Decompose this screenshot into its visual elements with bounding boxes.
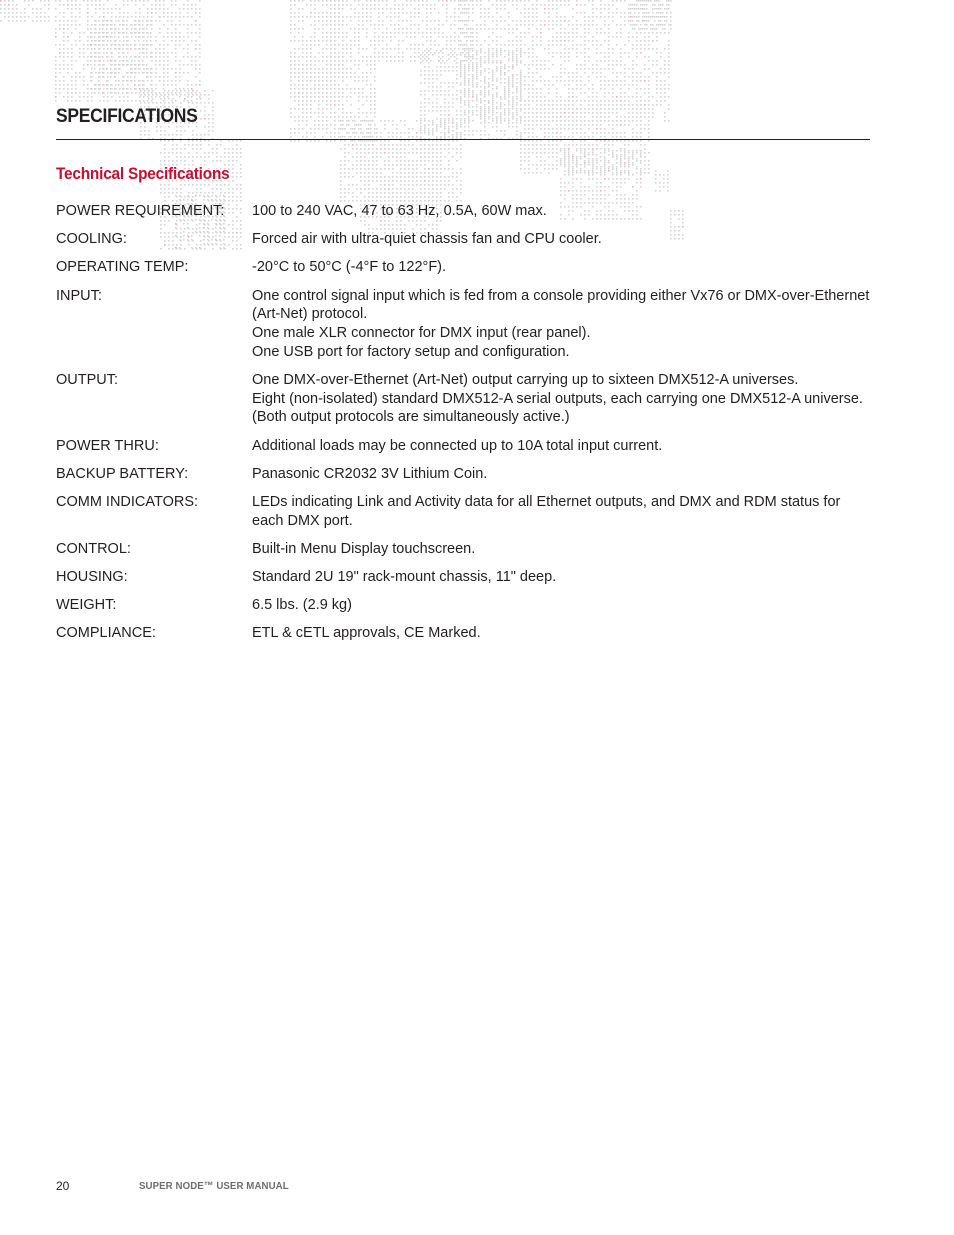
spec-value (252, 568, 870, 587)
section-subheading: Technical Specifications (56, 165, 230, 183)
spec-row (56, 596, 876, 615)
spec-value-line: 100 to 240 VAC, 47 to 63 Hz, 0.5A, 60W max. (252, 203, 547, 219)
spec-row (56, 437, 876, 456)
spec-value (252, 287, 870, 362)
spec-value-line: One control signal input which is fed from a console providing either Vx76 or DMX-over-Ethernet (Art-Net) protocol. (252, 287, 870, 323)
spec-value (252, 596, 870, 615)
spec-label: OPERATING TEMP: (56, 259, 189, 276)
spec-value-line: Panasonic CR2032 3V Lithium Coin. (252, 465, 488, 482)
spec-value-line: One DMX-over-Ethernet (Art-Net) output carrying up to sixteen DMX512-A universes. (252, 371, 799, 388)
spec-label: BACKUP BATTERY: (56, 465, 189, 482)
spec-label: POWER REQUIREMENT: (56, 203, 225, 219)
spec-value (252, 202, 870, 221)
spec-label: INPUT: (56, 287, 102, 304)
spec-label: WEIGHT: (56, 597, 117, 614)
spec-value-line: -20°C to 50°C (-4°F to 122°F). (252, 259, 447, 276)
spec-value-line: 6.5 lbs. (2.9 kg) (252, 597, 352, 614)
spec-value (252, 624, 870, 643)
spec-value-line: Built-in Menu Display touchscreen. (252, 540, 476, 557)
spec-value-line: LEDs indicating Link and Activity data for all Ethernet outputs, and DMX and RDM status for each DMX port. (252, 493, 841, 529)
spec-label: COMM INDICATORS: (56, 493, 199, 510)
spec-value-line: Eight (non-isolated) standard DMX512-A serial outputs, each carrying one DMX512-A universe. (Both output protocols are simultaneously active.) (252, 390, 863, 426)
spec-label: OUTPUT: (56, 371, 119, 388)
spec-label: COOLING: (56, 231, 127, 248)
page-number: 20 (56, 1179, 70, 1193)
spec-value (252, 493, 870, 530)
spec-label: POWER THRU: (56, 437, 159, 454)
spec-label: HOUSING: (56, 569, 128, 586)
spec-value (252, 371, 870, 427)
spec-value (252, 230, 870, 249)
spec-row (56, 230, 876, 249)
spec-row (56, 258, 876, 277)
spec-row (56, 465, 876, 484)
spec-row (56, 568, 876, 587)
spec-row (56, 202, 876, 221)
spec-value (252, 437, 870, 456)
spec-value-line: Additional loads may be connected up to 10A total input current. (252, 437, 663, 454)
spec-value-line: One USB port for factory setup and configuration. (252, 343, 570, 360)
spec-label: COMPLIANCE: (56, 625, 156, 642)
footer-doc-title: SUPER NODE™ USER MANUAL (139, 1180, 289, 1192)
title-divider (56, 139, 870, 140)
spec-list (56, 202, 876, 653)
spec-label: CONTROL: (56, 540, 131, 557)
spec-value-line: Standard 2U 19" rack-mount chassis, 11" deep. (252, 569, 557, 586)
spec-value (252, 258, 870, 277)
spec-row (56, 540, 876, 559)
spec-row (56, 371, 876, 427)
spec-row (56, 624, 876, 643)
spec-value-line: One male XLR connector for DMX input (rear panel). (252, 325, 591, 342)
spec-value-line: ETL & cETL approvals, CE Marked. (252, 625, 481, 642)
spec-value (252, 465, 870, 484)
spec-value-line: Forced air with ultra-quiet chassis fan and CPU cooler. (252, 231, 602, 248)
spec-value (252, 540, 870, 559)
spec-row (56, 493, 876, 530)
page-title: SPECIFICATIONS (56, 106, 198, 127)
spec-row (56, 287, 876, 362)
